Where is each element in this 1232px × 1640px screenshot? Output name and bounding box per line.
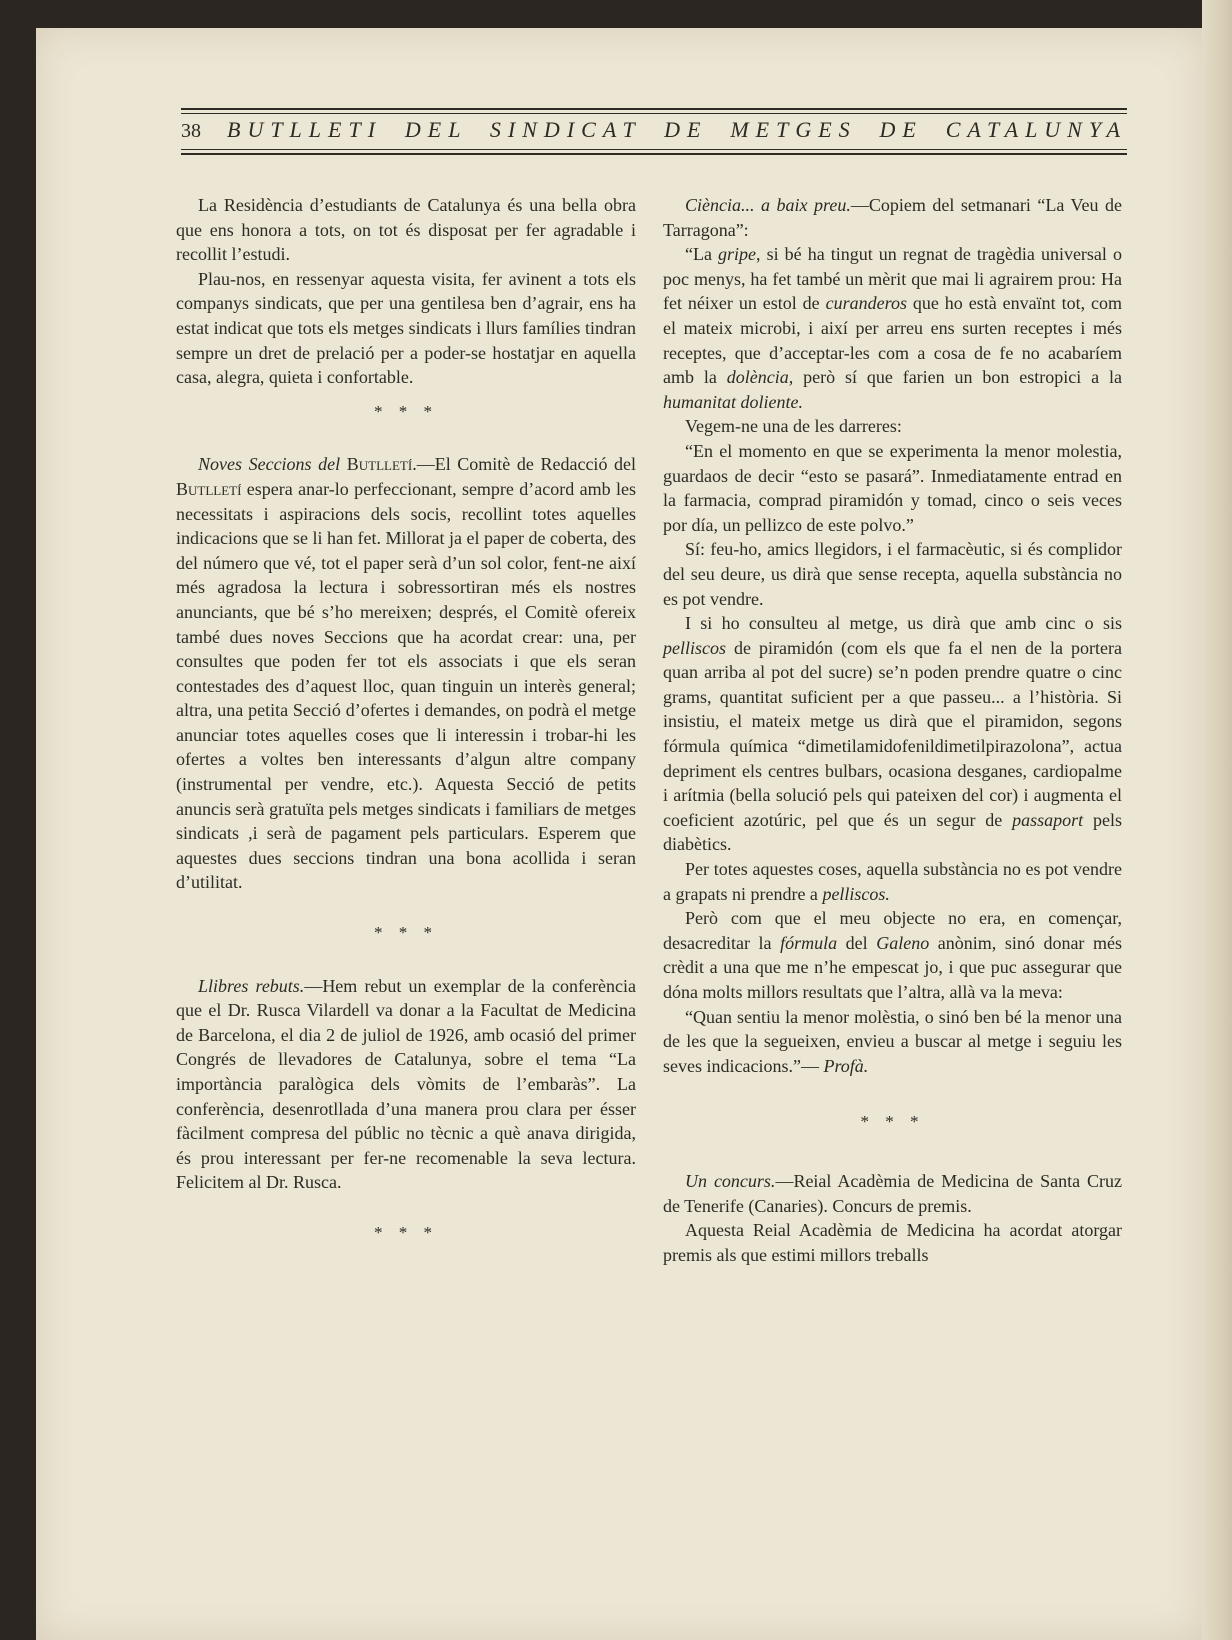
paragraph-text: Per totes aquestes coses, aquella substància no es pot vendre a grapats ni prendre a: [663, 859, 1122, 904]
section-title-noves: Noves Seccions del: [198, 454, 341, 475]
page-header: [181, 108, 1127, 158]
book-spine: [1202, 0, 1232, 1640]
paragraph-gripe: [663, 242, 1122, 414]
paragraph-quan-sentiu: [663, 1005, 1122, 1079]
butlleti-smallcaps: Butlletí: [346, 454, 413, 475]
section-title-llibres: Llibres rebuts.: [198, 975, 305, 996]
paragraph-text: del: [837, 932, 877, 953]
paragraph-plau-nos: Plau-nos, en ressenyar aquesta visita, fer avinent a tots els companys sindicats, que per una gentilesa ben d’agrair, ens ha estat indicat que tots els metges sindicats i llurs famílies tindran sempre un dret de prelació per a poder-se hostatjar en aquella casa, alegra, quieta i confortable.: [176, 268, 636, 388]
signature-profa: Profà.: [823, 1055, 869, 1076]
section-divider: * * *: [374, 923, 438, 943]
right-column: [663, 193, 1122, 1267]
italic-term: dolència,: [726, 367, 794, 388]
paragraph-text: “Quan sentiu la menor molèstia, o sinó ben bé la menor una de les que la segueixen, envieu a buscar al metge i seguiu les seves indicacions.”—: [663, 1006, 1122, 1076]
left-column: [176, 193, 636, 1246]
paragraph-text: .—El Comitè de Redacció del: [412, 454, 637, 475]
paragraph-si-feu-ho: Sí: feu-ho, amics llegidors, i el farmacèutic, si és complidor del seu deure, us dirà que sense recepta, aquella substància no es pot vendre.: [663, 539, 1122, 609]
paragraph-reial-academia: Aquesta Reial Acadèmia de Medicina ha acordat atorgar premis als que estimi millors treballs: [663, 1220, 1122, 1265]
header-rule-bottom: [181, 153, 1127, 155]
italic-term: curanderos: [825, 293, 907, 314]
paragraph-noves-seccions: [176, 452, 636, 895]
header-rule-bottom-thin: [181, 149, 1127, 150]
paragraph-text: pels diabètics.: [663, 809, 1122, 855]
italic-term: Galeno: [876, 932, 930, 953]
section-divider: * * *: [860, 1112, 925, 1132]
paragraph-text: anònim, sinó donar més crèdit a una que me n’he empescat jo, i que puc assegurar que dóna molts millors resultats que l’altra, allà va la meva:: [663, 932, 1122, 1002]
header-row: [181, 117, 1127, 147]
paragraph-quote-spanish: “En el momento en que se experimenta la menor molestia, guardaos de decir “esto se pasará”. Inmediatamente entrad en la farmacia, comprad piramidón y tomad, cinco o seis veces por día, un pellizco de este polvo.”: [663, 440, 1122, 535]
paragraph-un-concurs: [663, 1169, 1122, 1218]
section-title-concurs: Un concurs.: [685, 1170, 776, 1191]
journal-title: BUTLLETI DEL SINDICAT DE METGES DE CATALUNYA: [227, 117, 1127, 142]
header-rule-top: [181, 108, 1127, 110]
paragraph-text: “La: [685, 244, 719, 265]
section-divider: * * *: [374, 1222, 438, 1242]
section-title-ciencia: Ciència... a baix preu.: [685, 195, 851, 215]
paragraph-llibres-rebuts: [176, 974, 636, 1195]
italic-term: pelliscos: [663, 637, 726, 658]
paragraph-consulteu: [663, 611, 1122, 857]
italic-term: humanitat doliente.: [663, 391, 803, 412]
paragraph-text: —Hem rebut un exemplar de la conferència que el Dr. Rusca Vilardell va donar a la Facultat de Medicina de Barcelona, el dia 2 de juliol de 1926, amb ocasió del primer Congrés de llevadores de Catalunya, sobre el tema “La importància paralògica dels vòmits de l’embaràs”. La conferència, desenrotllada d’una manera prou clara per ésser fàcilment compresa del públic no tècnic a què anava dirigida, és prou interessant per fer-ne recomenable la seva lectura. Felicitem al Dr. Rusca.: [176, 975, 636, 1193]
paragraph-text: , si bé ha tingut un regnat de tragèdia universal o poc menys, ha fet també un mèrit que mai li agrairem prou: Ha fet néixer un estol de: [663, 244, 1122, 314]
paragraph-text: però sí que farien un bon estropici a la: [793, 367, 1122, 388]
page-number: 38: [181, 120, 201, 142]
butlleti-smallcaps: Butlletí: [176, 478, 242, 499]
italic-term: fórmula: [780, 932, 838, 953]
paragraph-text: de piramidón (com els que fa el nen de la portera quan arriba al pot del sucre) se’n poden prendre quatre o cinc grams, quantitat suficient per a que passeu... a l’història. Si insistiu, el mateix metge us dirà que el piramidon, segons fórmula química “dimetilamidofenildimetilpirazolona”, actua depriment els centres bulbars, ocasiona desganes, cardiopalme i arítmia (bella solució pels qui pateixen del cor) i augmenta el coeficient azotúric, pel que és un segur de: [663, 637, 1122, 830]
paragraph-pero-com: [663, 906, 1122, 1004]
paragraph-residencia: La Residència d’estudiants de Catalunya és una bella obra que ens honora a tots, on tot és disposat per fer agradable i recollit l’estudi.: [176, 195, 636, 265]
paragraph-per-totes: [663, 857, 1122, 906]
paragraph-text: —Reial Acadèmia de Medicina de Santa Cruz de Tenerife (Canaries). Concurs de premis.: [663, 1170, 1122, 1216]
section-divider: * * *: [374, 401, 438, 421]
paragraph-text: I si ho consulteu al metge, us dirà que amb cinc o sis: [685, 613, 1122, 634]
italic-term: gripe: [718, 244, 757, 265]
header-rule-top-thin: [181, 113, 1127, 114]
italic-term: passaport: [1012, 809, 1084, 830]
paragraph-text: Però com que el meu objecte no era, en començar, desacreditar la: [663, 908, 1122, 953]
italic-term: pelliscos.: [822, 883, 890, 904]
paragraph-ciencia: [663, 193, 1122, 242]
paragraph-vegem-ne: Vegem-ne una de les darreres:: [685, 416, 902, 437]
paragraph-text: espera anar-lo perfeccionant, sempre d’acord amb les necessitats i aspiracions dels socis, recollint totes aquelles indicacions que se li han fet. Millorat ja el paper de coberta, des del número que vé, tot el paper serà d’un sol color, fent-ne així més agradosa la lectura i sobressortiran més els nostres anunciants, que bé s’ho mereixen; després, el Comitè ofereix també dues noves Seccions que ha acordat crear: una, per consultes que poden fer tot els associats i que els seran contestades des d’aquest lloc, quan tinguin un interès general; altra, una petita Secció d’ofertes i demandes, on podrà el metge anunciar totes aquelles coses que li interessin i trobar-hi les ofertes a voltes ben interessants d’algun altre company (instrumental per vendre, etc.). Aquesta Secció de petits anuncis serà gratuïta pels metges sindicats i familiars de metges sindicats ,i serà de pagament pels particulars. Esperem que aquestes dues seccions tindran una bona acollida i seran d’utilitat.: [176, 478, 636, 893]
paragraph-text: que ho està envaïnt tot, com el mateix microbi, i així per arreu ens surten receptes i més receptes, que d’acceptar-les com a cosa de fe no acabaríem amb la: [663, 293, 1122, 388]
paragraph-text: —Copiem del setmanari “La Veu de Tarragona”:: [663, 195, 1122, 240]
